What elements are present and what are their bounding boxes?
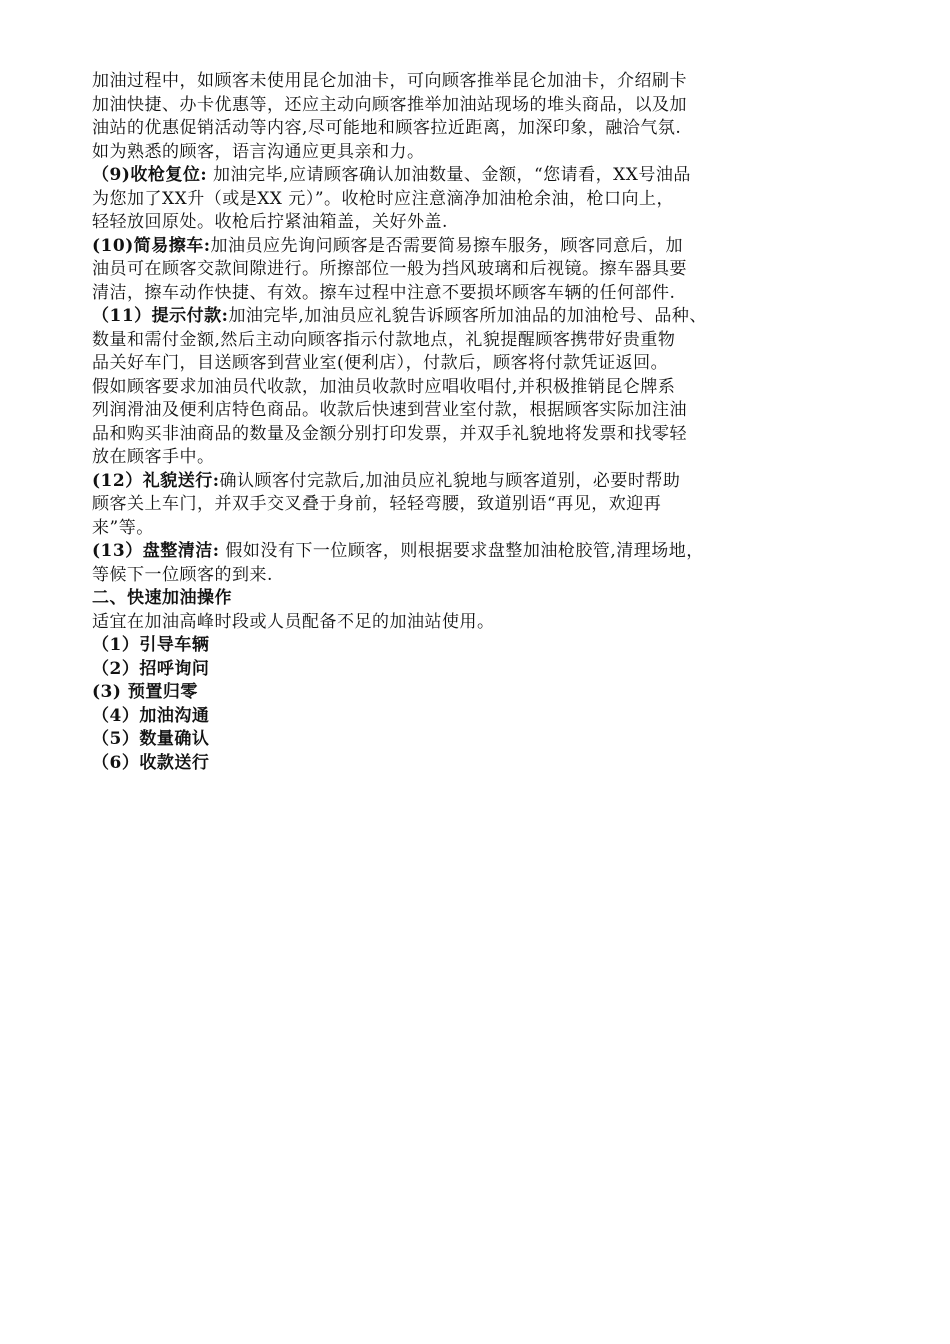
text-line bbox=[92, 70, 872, 94]
text-line bbox=[92, 493, 872, 517]
text-line bbox=[92, 540, 872, 564]
body-text: 放在顾客手中。 bbox=[92, 447, 215, 467]
body-text: 顾客关上车门，并双手交叉叠于身前，轻轻弯腰，致道别语“再见，欢迎再 bbox=[92, 494, 662, 514]
section-heading: 二、快速加油操作 bbox=[92, 588, 232, 608]
section-heading: (10)简易擦车: bbox=[92, 235, 211, 256]
section-heading: (3) 预置归零 bbox=[92, 682, 198, 702]
body-text: 假如没有下一位顾客，则根据要求盘整加油枪胶管,清理场地， bbox=[219, 541, 704, 561]
text-line bbox=[92, 611, 872, 635]
text-line bbox=[92, 235, 872, 259]
text-line bbox=[92, 423, 872, 447]
text-line bbox=[92, 752, 872, 776]
body-text: 来”等。 bbox=[92, 517, 154, 538]
text-line bbox=[92, 681, 872, 705]
text-line bbox=[92, 94, 872, 118]
body-text: 轻轻放回原处。收枪后拧紧油箱盖，关好外盖. bbox=[92, 212, 448, 232]
body-text: 品和购买非油商品的数量及金额分别打印发票，并双手礼貌地将发票和找零轻 bbox=[92, 423, 687, 444]
body-text: 油员可在顾客交款间隙进行。所擦部位一般为挡风玻璃和后视镜。擦车器具要 bbox=[92, 259, 687, 279]
section-heading: （11）提示付款: bbox=[92, 306, 229, 326]
body-text: 确认顾客付完款后,加油员应礼貌地与顾客道别，必要时帮助 bbox=[219, 470, 681, 491]
text-line bbox=[92, 352, 872, 376]
section-heading: （1）引导车辆 bbox=[92, 635, 210, 655]
text-line bbox=[92, 282, 872, 306]
document-body bbox=[92, 70, 872, 775]
text-line bbox=[92, 446, 872, 470]
section-heading: （9)收枪复位: bbox=[92, 165, 208, 185]
text-line bbox=[92, 305, 872, 329]
text-line bbox=[92, 658, 872, 682]
body-text: 加油完毕,应请顾客确认加油数量、金额，“您请看，XX号油品 bbox=[207, 165, 691, 185]
text-line bbox=[92, 728, 872, 752]
body-text: 数量和需付金额,然后主动向顾客指示付款地点，礼貌提醒顾客携带好贵重物 bbox=[92, 329, 676, 350]
text-line bbox=[92, 141, 872, 165]
body-text: 油站的优惠促销活动等内容,尽可能地和顾客拉近距离，加深印象，融洽气氛. bbox=[92, 118, 682, 138]
body-text: 加油员应先询问顾客是否需要简易擦车服务，顾客同意后，加 bbox=[210, 235, 684, 256]
text-line bbox=[92, 587, 872, 611]
body-text: 加油快捷、办卡优惠等，还应主动向顾客推举加油站现场的堆头商品，以及加 bbox=[92, 94, 687, 115]
text-line bbox=[92, 258, 872, 282]
body-text: 清洁，擦车动作快捷、有效。擦车过程中注意不要损坏顾客车辆的任何部件. bbox=[92, 282, 676, 303]
section-heading: （4）加油沟通 bbox=[92, 705, 210, 726]
text-line bbox=[92, 470, 872, 494]
body-text: 加油完毕,加油员应礼貌告诉顾客所加油品的加油枪号、品种、 bbox=[228, 306, 707, 326]
body-text: 如为熟悉的顾客，语言沟通应更具亲和力。 bbox=[92, 141, 425, 162]
text-line bbox=[92, 399, 872, 423]
text-line bbox=[92, 188, 872, 212]
body-text: 列润滑油及便利店特色商品。收款后快速到营业室付款，根据顾客实际加注油 bbox=[92, 400, 687, 420]
text-line bbox=[92, 376, 872, 400]
section-heading: (13）盘整清洁: bbox=[92, 541, 220, 561]
body-text: 假如顾客要求加油员代收款，加油员收款时应唱收唱付,并积极推销昆仑牌系 bbox=[92, 376, 676, 397]
text-line bbox=[92, 164, 872, 188]
section-heading: （2）招呼询问 bbox=[92, 658, 210, 679]
body-text: 品关好车门，目送顾客到营业室(便利店），付款后，顾客将付款凭证返回。 bbox=[92, 353, 669, 373]
body-text: 为您加了XX升（或是XX 元）”。收枪时应注意滴净加油枪余油，枪口向上， bbox=[92, 188, 675, 209]
text-line bbox=[92, 329, 872, 353]
body-text: 等候下一位顾客的到来. bbox=[92, 564, 273, 585]
text-line bbox=[92, 117, 872, 141]
body-text: 加油过程中，如顾客未使用昆仑加油卡，可向顾客推举昆仑加油卡，介绍刷卡 bbox=[92, 71, 687, 91]
text-line bbox=[92, 211, 872, 235]
section-heading: （6）收款送行 bbox=[92, 752, 210, 773]
text-line bbox=[92, 705, 872, 729]
section-heading: （5）数量确认 bbox=[92, 729, 210, 749]
body-text: 适宜在加油高峰时段或人员配备不足的加油站使用。 bbox=[92, 611, 495, 632]
text-line bbox=[92, 517, 872, 541]
text-line bbox=[92, 564, 872, 588]
section-heading: (12）礼貌送行: bbox=[92, 470, 220, 491]
text-line bbox=[92, 634, 872, 658]
